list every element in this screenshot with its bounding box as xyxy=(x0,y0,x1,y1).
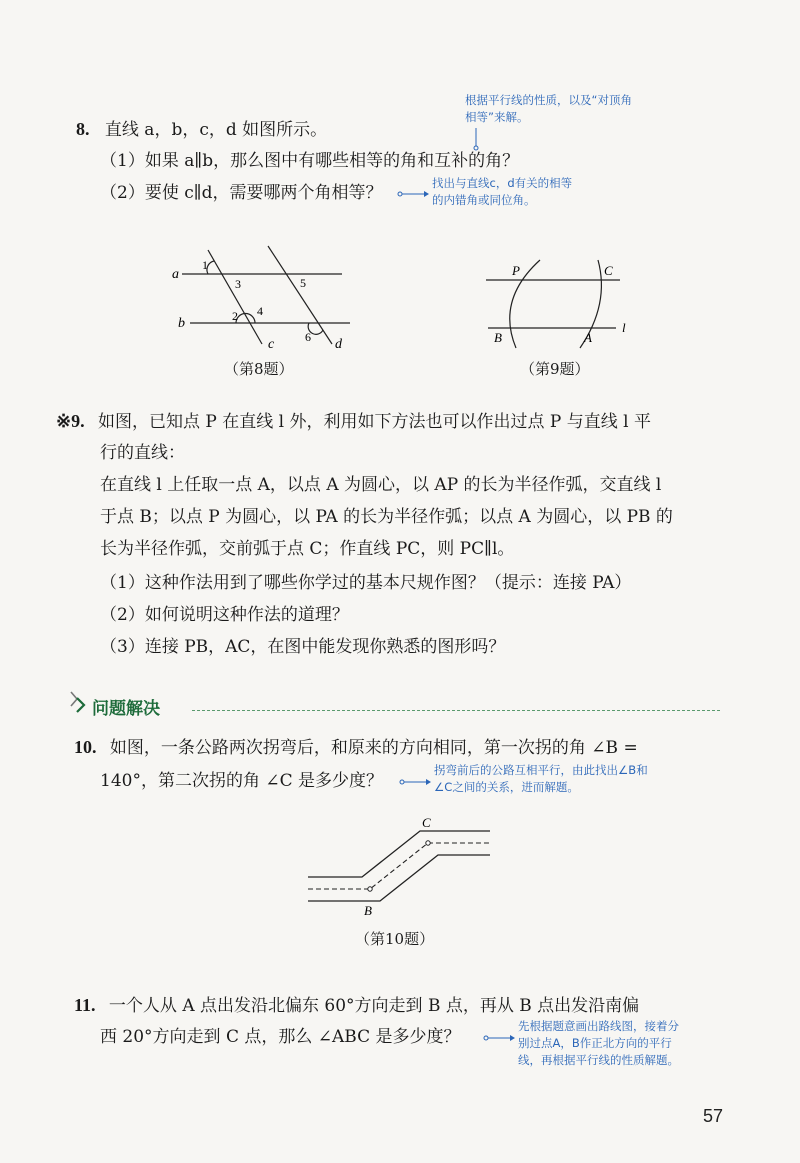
q8-hint-top xyxy=(465,92,632,126)
fig10-caption: （第10题） xyxy=(355,930,435,948)
fig10-point-C xyxy=(426,841,430,845)
q10-number: 10. xyxy=(74,737,97,757)
q8-hint-side-line2: 的内错角或同位角。 xyxy=(432,193,536,207)
figure-10 xyxy=(300,815,500,920)
q11-hint-line1: 先根据题意画出路线图，接着分 xyxy=(518,1019,679,1033)
q11-hint-pointer xyxy=(482,1030,516,1044)
q10-hint xyxy=(434,762,648,796)
q8-stem-row xyxy=(76,114,327,145)
fig8-line-c xyxy=(208,250,262,344)
q9-line2: 行的直线： xyxy=(100,443,185,463)
section-title: 问题解决 xyxy=(92,699,160,719)
q11-number: 11. xyxy=(74,995,96,1015)
q8-hint-side-pointer xyxy=(396,186,430,200)
q10-line1: 如图，一条公路两次拐弯后，和原来的方向相同，第一次拐的角 ∠B = xyxy=(109,738,638,758)
fig10-road-edge-top xyxy=(308,831,490,877)
q8-part2: （2）要使 c∥d，需要哪两个角相等？ xyxy=(100,183,383,203)
fig8-label-1: 1 xyxy=(202,258,208,272)
q10-hint-line2: ∠C之间的关系，进而解题。 xyxy=(434,780,579,794)
page-number: 57 xyxy=(703,1106,724,1126)
q9-line5: 长为半径作弧，交前弧于点 C；作直线 PC，则 PC∥l。 xyxy=(100,539,515,559)
fig9-label-A: A xyxy=(584,330,592,345)
q8-stem: 直线 a，b，c，d 如图所示。 xyxy=(104,120,328,140)
q11-hint xyxy=(518,1018,679,1069)
fig8-label-b: b xyxy=(178,316,185,331)
section-divider xyxy=(192,710,720,711)
fig8-label-2: 2 xyxy=(232,309,238,323)
fig8-line-d xyxy=(268,246,332,344)
fig8-angle-1-arc xyxy=(207,261,214,274)
q11-line1-row xyxy=(74,990,639,1021)
q9-part2: （2）如何说明这种作法的道理？ xyxy=(100,605,349,625)
fig9-caption: （第9题） xyxy=(520,360,590,378)
fig8-label-3: 3 xyxy=(235,277,241,291)
q10-hint-pointer xyxy=(398,774,432,788)
q9-number: ※9. xyxy=(56,411,85,431)
q11-line2: 西 20°方向走到 C 点，那么 ∠ABC 是多少度？ xyxy=(100,1027,461,1047)
q8-part1: （1）如果 a∥b，那么图中有哪些相等的角和互补的角？ xyxy=(100,151,520,171)
q10-line2: 140°，第二次拐的角 ∠C 是多少度？ xyxy=(100,771,384,791)
q11-hint-line2: 别过点A，B作正北方向的平行 xyxy=(518,1036,672,1050)
fig10-label-C: C xyxy=(422,815,431,830)
q11-line1: 一个人从 A 点出发沿北偏东 60°方向走到 B 点，再从 B 点出发沿南偏 xyxy=(108,996,640,1016)
q10-line1-row xyxy=(74,732,638,763)
fig8-label-a: a xyxy=(172,267,179,282)
fig10-road-edge-bottom xyxy=(308,855,490,901)
fig8-caption: （第8题） xyxy=(224,360,294,378)
q10-hint-line1: 拐弯前后的公路互相平行，由此找出∠B和 xyxy=(434,763,648,777)
fig8-label-6: 6 xyxy=(305,330,311,344)
q9-line1-row xyxy=(56,406,651,437)
fig8-label-d: d xyxy=(335,337,342,352)
fig10-road-centerline xyxy=(308,843,490,889)
q8-hint-side-line1: 找出与直线c，d有关的相等 xyxy=(432,176,573,190)
q8-hint-top-line2: 相等”来解。 xyxy=(465,110,529,124)
section-chevron-icon xyxy=(68,690,90,714)
q9-line4: 于点 B；以点 P 为圆心，以 PA 的长为半径作弧；以点 A 为圆心，以 PB 的 xyxy=(100,507,673,527)
fig10-label-B: B xyxy=(364,903,372,918)
fig9-label-C: C xyxy=(604,263,613,278)
q8-number: 8. xyxy=(76,119,90,139)
fig9-label-l: l xyxy=(622,320,626,335)
figure-9 xyxy=(478,252,638,352)
q11-hint-line3: 线，再根据平行线的性质解题。 xyxy=(518,1053,679,1067)
fig9-label-P: P xyxy=(512,263,520,278)
fig8-label-4: 4 xyxy=(257,304,263,318)
q9-line1: 如图，已知点 P 在直线 l 外，利用如下方法也可以作出过点 P 与直线 l 平 xyxy=(98,412,651,432)
q8-hint-side xyxy=(432,175,572,209)
q9-part3: （3）连接 PB，AC，在图中能发现你熟悉的图形吗？ xyxy=(100,637,506,657)
fig10-point-B xyxy=(368,887,372,891)
figure-8 xyxy=(160,240,360,355)
fig8-label-c: c xyxy=(268,337,275,352)
fig8-label-5: 5 xyxy=(300,276,306,290)
q9-line3: 在直线 l 上任取一点 A，以点 A 为圆心，以 AP 的长为半径作弧，交直线 l xyxy=(100,475,662,495)
q9-part1: （1）这种作法用到了哪些你学过的基本尺规作图？（提示：连接 PA） xyxy=(100,573,632,593)
fig9-label-B: B xyxy=(494,330,502,345)
q8-hint-top-line1: 根据平行线的性质，以及“对顶角 xyxy=(465,93,632,107)
